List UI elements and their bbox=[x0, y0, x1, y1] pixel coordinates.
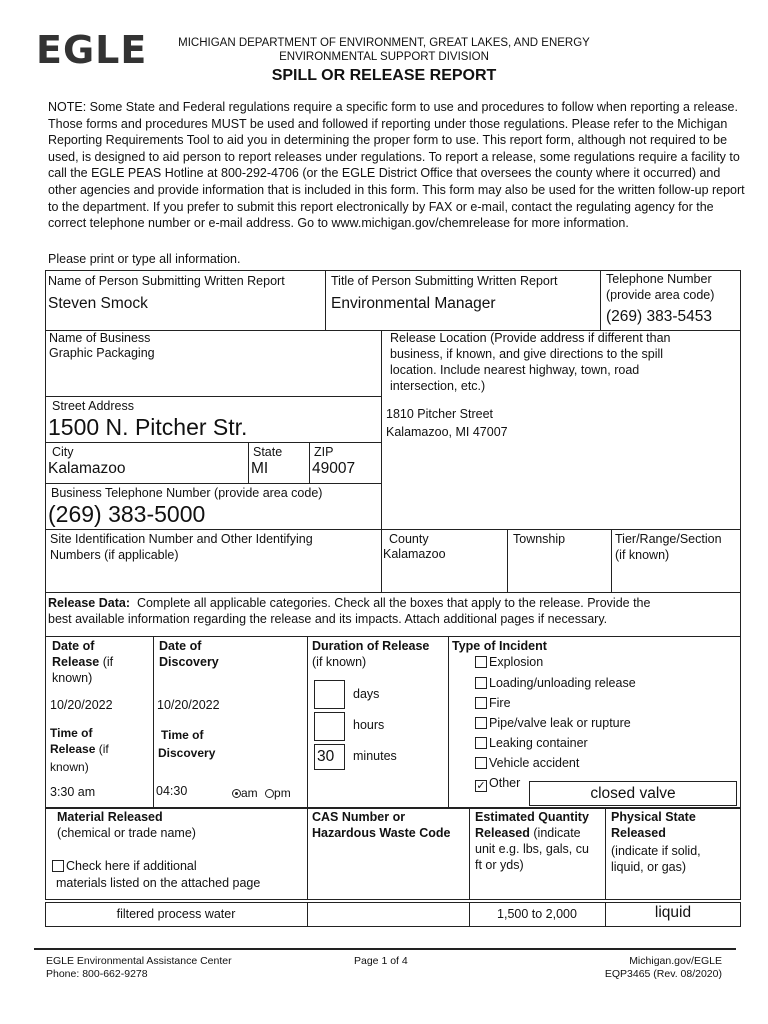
divider bbox=[600, 270, 601, 331]
city-field[interactable]: Kalamazoo bbox=[48, 460, 126, 477]
physical-state-label: Released bbox=[611, 826, 666, 840]
time-of-discovery-label: Time of bbox=[161, 728, 204, 742]
divider bbox=[381, 529, 382, 593]
divider bbox=[153, 636, 154, 808]
state-field[interactable]: MI bbox=[251, 460, 269, 477]
divider bbox=[248, 442, 249, 483]
release-data-instructions-2: best available information regarding the release and its impacts. Attach additional pages if necessary. bbox=[48, 612, 608, 626]
checkbox-fire[interactable] bbox=[475, 697, 487, 709]
divider bbox=[469, 808, 470, 900]
divider bbox=[448, 636, 449, 808]
incident-option[interactable]: Pipe/valve leak or rupture bbox=[475, 716, 631, 731]
duration-hint: (if known) bbox=[312, 655, 367, 669]
tier-range-section-label: (if known) bbox=[615, 548, 670, 562]
business-name-field[interactable]: Graphic Packaging bbox=[49, 346, 155, 360]
incident-option[interactable]: Vehicle accident bbox=[475, 756, 579, 771]
incident-option[interactable]: Leaking container bbox=[475, 736, 588, 751]
release-location-field[interactable]: 1810 Pitcher Street bbox=[386, 407, 494, 421]
footer-center-name: EGLE Environmental Assistance Center bbox=[46, 955, 232, 967]
footer-phone: Phone: 800-662-9278 bbox=[46, 968, 148, 980]
release-data-heading: Release Data: bbox=[48, 596, 130, 610]
other-incident-field[interactable]: closed valve bbox=[529, 781, 737, 806]
cas-number-label: CAS Number or bbox=[312, 810, 406, 824]
material-name-field[interactable]: filtered process water bbox=[116, 907, 236, 921]
form-number: EQP3465 (Rev. 08/2020) bbox=[604, 968, 722, 980]
estimated-quantity-hint: ft or yds) bbox=[475, 858, 524, 872]
estimated-quantity-label: Released bbox=[475, 826, 530, 840]
time-of-release-hint: known) bbox=[50, 760, 89, 774]
site-id-label: Numbers (if applicable) bbox=[50, 548, 179, 562]
note-paragraph: NOTE: Some State and Federal regulations require a specific form to use and procedures to follow when reporting a release. Those forms and procedures MUST be used and followed if reporting under those regulations. Please refer to the Michigan Reporting Requirements Tool to aid you in determining the proper form to use. This report form, although not required to be used, is designed to aid person to report releases under regulations. To report a release, some regulations require a facility to call the EGLE PEAS Hotline at 800-292-4706 (or the EGLE District Office that oversees the county where it occurred) and other agencies and provide information that is included in this form. This form may also be used for the written follow-up report to the department. If you prefer to submit this report electronically by FAX or e-mail, contact the regulating agency for the correct telephone number or e-mail address. Go to www.michigan.gov/chemrelease for more information. bbox=[48, 100, 745, 231]
incident-type-label: Type of Incident bbox=[452, 639, 547, 653]
telephone-field[interactable]: (269) 383-5453 bbox=[606, 308, 712, 325]
telephone-label-hint: (provide area code) bbox=[606, 288, 715, 302]
county-label: County bbox=[389, 532, 429, 546]
page-title: SPILL OR RELEASE REPORT bbox=[271, 67, 497, 84]
incident-option[interactable]: Explosion bbox=[475, 655, 543, 670]
tier-range-section-label: Tier/Range/Section bbox=[615, 532, 722, 546]
township-label: Township bbox=[513, 532, 566, 546]
am-radio[interactable] bbox=[232, 789, 241, 798]
time-of-release-label: Time of bbox=[50, 726, 93, 740]
street-address-field[interactable]: 1500 N. Pitcher Str. bbox=[48, 414, 248, 440]
submitter-name-field[interactable]: Steven Smock bbox=[48, 295, 148, 312]
date-of-discovery-label: Date of bbox=[159, 639, 202, 653]
state-label: State bbox=[253, 445, 283, 459]
release-location-field[interactable]: Kalamazoo, MI 47007 bbox=[386, 425, 508, 439]
checkbox-pipe-valve[interactable] bbox=[475, 717, 487, 729]
street-address-label: Street Address bbox=[52, 399, 134, 413]
hours-field[interactable] bbox=[314, 712, 345, 741]
additional-materials-hint: materials listed on the attached page bbox=[56, 876, 261, 890]
date-of-release-field[interactable]: 10/20/2022 bbox=[50, 698, 113, 712]
release-location-label: Release Location (Provide address if different than bbox=[390, 331, 671, 345]
checkbox-vehicle-accident[interactable] bbox=[475, 757, 487, 769]
minutes-label: minutes bbox=[353, 749, 397, 763]
physical-state-label: Physical State bbox=[611, 810, 696, 824]
release-location-label: location. Include nearest highway, town, road bbox=[390, 363, 640, 377]
page-number: Page 1 of 4 bbox=[354, 955, 408, 967]
divider bbox=[381, 330, 382, 530]
divider bbox=[307, 808, 308, 900]
print-note: Please print or type all information. bbox=[48, 252, 241, 266]
zip-label: ZIP bbox=[314, 445, 334, 459]
incident-option[interactable]: Fire bbox=[475, 696, 511, 711]
department-name: MICHIGAN DEPARTMENT OF ENVIRONMENT, GREAT LAKES, AND ENERGY bbox=[178, 37, 590, 49]
divider bbox=[307, 636, 308, 808]
days-field[interactable] bbox=[314, 680, 345, 709]
business-phone-label: Business Telephone Number (provide area code) bbox=[51, 486, 323, 500]
days-label: days bbox=[353, 687, 380, 701]
estimated-quantity-hint: unit e.g. lbs, gals, cu bbox=[475, 842, 589, 856]
duration-label: Duration of Release bbox=[312, 639, 430, 653]
divider bbox=[605, 808, 606, 900]
physical-state-field[interactable]: liquid bbox=[654, 904, 692, 921]
release-data-instructions: Release Data: Complete all applicable categories. Check all the boxes that apply to the release. Provide the bbox=[48, 596, 651, 610]
zip-field[interactable]: 49007 bbox=[312, 460, 356, 477]
submitter-name-label: Name of Person Submitting Written Report bbox=[48, 274, 285, 288]
county-field[interactable]: Kalamazoo bbox=[383, 547, 446, 561]
submitter-title-field[interactable]: Environmental Manager bbox=[331, 295, 496, 312]
time-of-discovery-label: Discovery bbox=[158, 746, 216, 760]
pm-radio[interactable] bbox=[265, 789, 274, 798]
material-released-label: Material Released bbox=[57, 810, 163, 824]
site-id-label: Site Identification Number and Other Identifying bbox=[50, 532, 313, 546]
am-pm-selector: am pm bbox=[232, 786, 291, 801]
divider bbox=[611, 529, 612, 593]
hours-label: hours bbox=[353, 718, 385, 732]
minutes-field[interactable]: 30 bbox=[314, 744, 345, 770]
checkbox-other[interactable]: ✓ bbox=[476, 780, 486, 792]
division-name: ENVIRONMENTAL SUPPORT DIVISION bbox=[279, 51, 489, 63]
checkbox-loading[interactable] bbox=[475, 677, 487, 689]
divider bbox=[45, 442, 382, 443]
business-phone-field[interactable]: (269) 383-5000 bbox=[48, 501, 206, 527]
incident-option[interactable]: ✓ Other bbox=[476, 776, 521, 792]
divider bbox=[309, 442, 310, 483]
divider bbox=[45, 396, 382, 397]
divider bbox=[507, 529, 508, 593]
submitter-title-label: Title of Person Submitting Written Report bbox=[331, 274, 558, 288]
material-released-hint: (chemical or trade name) bbox=[57, 826, 196, 840]
estimated-quantity-label: Estimated Quantity bbox=[475, 810, 589, 824]
telephone-label: Telephone Number bbox=[606, 272, 712, 286]
date-of-discovery-field[interactable]: 10/20/2022 bbox=[157, 698, 220, 712]
egle-logo: EGLE bbox=[36, 28, 148, 72]
checkbox-leaking-container[interactable] bbox=[475, 737, 487, 749]
footer-website: Michigan.gov/EGLE bbox=[629, 955, 722, 967]
additional-materials-option[interactable]: Check here if additional bbox=[52, 859, 197, 874]
date-of-release-hint: known) bbox=[52, 671, 93, 685]
incident-option[interactable]: Loading/unloading release bbox=[475, 676, 636, 691]
city-label: City bbox=[52, 445, 74, 459]
time-of-release-label: Release bbox=[50, 742, 96, 756]
date-of-discovery-label: Discovery bbox=[159, 655, 219, 669]
physical-state-hint: (indicate if solid, bbox=[611, 844, 701, 858]
release-location-label: business, if known, and give directions to the spill bbox=[390, 347, 664, 361]
divider bbox=[325, 270, 326, 331]
quantity-field[interactable]: 1,500 to 2,000 bbox=[497, 907, 577, 921]
footer-rule bbox=[34, 948, 736, 950]
date-of-release-label: Release bbox=[52, 655, 100, 669]
time-of-discovery-field[interactable]: 04:30 bbox=[156, 784, 188, 798]
divider bbox=[307, 902, 308, 927]
release-location-label: intersection, etc.) bbox=[390, 379, 486, 393]
time-of-release-field[interactable]: 3:30 am bbox=[50, 785, 96, 799]
cas-number-label: Hazardous Waste Code bbox=[312, 826, 451, 840]
physical-state-hint: liquid, or gas) bbox=[611, 860, 687, 874]
business-name-label: Name of Business bbox=[49, 331, 151, 345]
checkbox-additional-materials[interactable] bbox=[52, 860, 64, 872]
divider bbox=[45, 483, 382, 484]
date-of-release-label: Date of bbox=[52, 639, 95, 653]
checkbox-explosion[interactable] bbox=[475, 656, 487, 668]
